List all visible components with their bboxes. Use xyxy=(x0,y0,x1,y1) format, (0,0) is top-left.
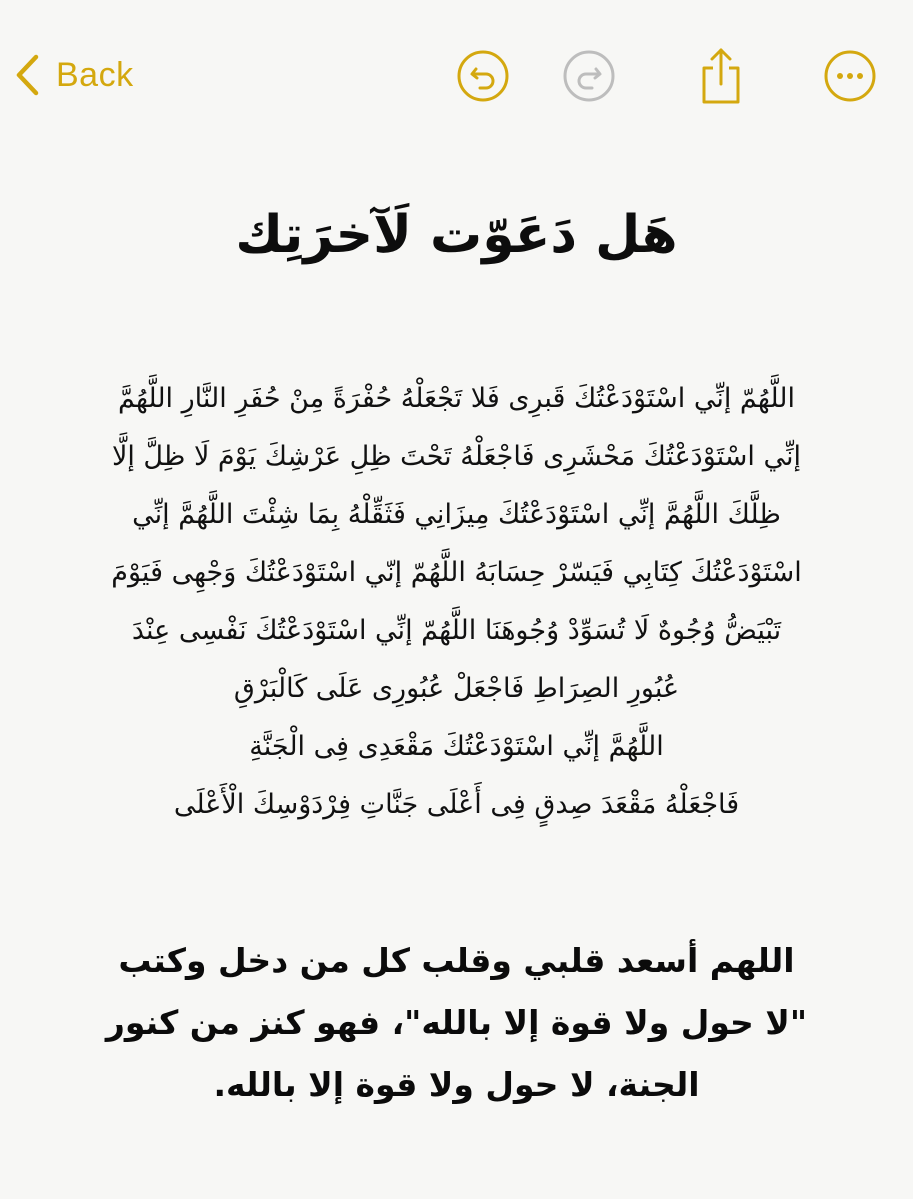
closing-line: الجنة، لا حول ولا قوة إلا بالله. xyxy=(213,1065,700,1104)
closing-line: اللهم أسعد قلبي وقلب كل من دخل وكتب xyxy=(118,941,795,980)
dua-line: ظِلَّكَ اللَّهُمَّ إنِّي اسْتَوْدَعْتُكَ مِيزَانِي فَثَقِّلْهُ بِمَا شِئْتَ اللَّهُمَّ إنِّي xyxy=(132,499,781,530)
dua-line: تَبْيَضُّ وُجُوهٌ لَا تُسَوِّدْ وُجُوهَنَا اللَّهُمّ إنِّي اسْتَوْدَعْتُكَ نَفْسِى عِنْدَ xyxy=(131,615,782,646)
dua-line: إنِّي اسْتَوْدَعْتُكَ مَحْشَرِى فَاجْعَلْهُ تَحْتَ ظِلِ عَرْشِكَ يَوْمَ لَا ظِلَّ إلَّا xyxy=(111,441,802,472)
chevron-left-icon xyxy=(14,53,40,97)
navigation-toolbar xyxy=(0,0,913,150)
redo-button[interactable] xyxy=(561,48,617,104)
dua-line: اسْتَوْدَعْتُكَ كِتَابِي فَيَسّرْ حِسَابَهُ اللَّهُمّ إنّي اسْتَوْدَعْتُكَ وَجْهِى فَيَوْمَ xyxy=(111,557,802,588)
closing-paragraph[interactable] xyxy=(60,930,853,1116)
dua-line: اللَّهُمَّ إنِّي اسْتَوْدَعْتُكَ مَقْعَدِى فِى الْجَنَّةِ xyxy=(249,731,664,762)
share-button[interactable] xyxy=(693,48,749,104)
dua-line: عُبُورِ الصِرَاطِ فَاجْعَلْ عُبُورِى عَلَى كَالْبَرْقِ xyxy=(233,673,680,704)
back-button[interactable] xyxy=(14,50,134,100)
closing-line: "لا حول ولا قوة إلا بالله"، فهو كنز من كنور xyxy=(105,1003,808,1042)
undo-icon xyxy=(456,49,510,103)
back-label: Back xyxy=(56,55,134,94)
share-icon xyxy=(696,46,746,106)
redo-icon xyxy=(562,49,616,103)
dua-line: اللَّهُمّ إنِّي اسْتَوْدَعْتُكَ قَبرِى فَلا تَجْعَلْهُ حُفْرَةً مِنْ حُفَرِ النَّارِ اللَّهُمَّ xyxy=(117,383,796,414)
dua-line: فَاجْعَلْهُ مَقْعَدَ صِدقٍ فِى أَعْلَى جَنَّاتِ فِرْدَوْسِكَ الْأَعْلَى xyxy=(173,789,740,820)
more-button[interactable] xyxy=(822,48,878,104)
note-title[interactable]: هَل دَعَوّت لَآخرَتِك xyxy=(235,205,678,265)
undo-button[interactable] xyxy=(455,48,511,104)
dua-paragraph[interactable] xyxy=(28,370,885,834)
more-icon xyxy=(823,49,877,103)
